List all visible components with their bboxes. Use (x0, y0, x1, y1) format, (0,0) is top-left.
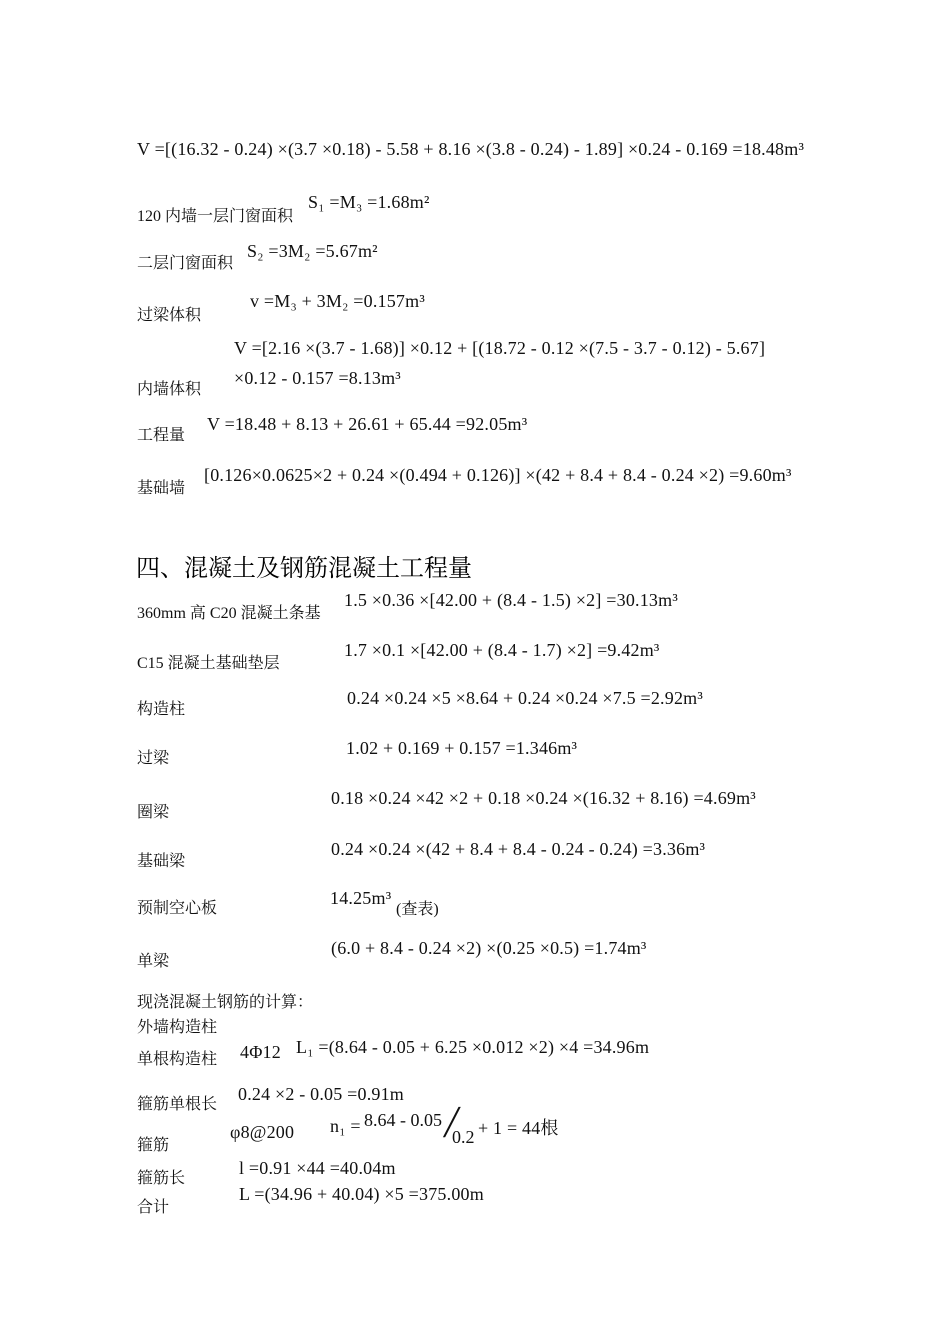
concrete-label-single-beam: 单梁 (137, 953, 170, 970)
stirrup-count-numerator: 8.64 - 0.05 (364, 1110, 442, 1130)
single-column-formula: L₁ =(8.64 - 0.05 + 6.25 ×0.012 ×2) ×4 =34.96m (296, 1037, 650, 1057)
foundation-wall-formula: [0.126×0.0625×2 + 0.24 ×(0.494 + 0.126)] ×(42 + 8.4 + 8.4 - 0.24 ×2) =9.60m³ (204, 465, 792, 485)
single-column-bar-spec: 4Φ12 (240, 1042, 281, 1062)
concrete-formula-ring-beam: 0.18 ×0.24 ×42 ×2 + 0.18 ×0.24 ×(16.32 + 8.16) =4.69m³ (331, 788, 756, 808)
floor2-opening-label: 二层门窗面积 (137, 255, 234, 272)
lintel-volume-formula: v =M₃ + 3M₂ =0.157m³ (250, 291, 425, 311)
concrete-label-strip-foundation: 360mm 高 C20 混凝土条基 (137, 605, 321, 622)
concrete-label-foundation-beam: 基础梁 (137, 853, 186, 870)
foundation-wall-label: 基础墙 (137, 480, 186, 497)
stirrup-count-denominator: 0.2 (452, 1127, 475, 1147)
rebar-title: 现浇混凝土钢筋的计算： (137, 994, 314, 1011)
concrete-formula-hollow-slab: 14.25m³ (330, 888, 392, 908)
concrete-formula-lintel: 1.02 + 0.169 + 0.157 =1.346m³ (346, 738, 578, 758)
stirrup-length-label: 箍筋单根长 (137, 1096, 218, 1113)
concrete-label-hollow-slab: 预制空心板 (137, 900, 218, 917)
quantity-label: 工程量 (137, 427, 186, 444)
outer-wall-volume-formula: V =[(16.32 - 0.24) ×(3.7 ×0.18) - 5.58 + 8.16 ×(3.8 - 0.24) - 1.89] ×0.24 - 0.169 =18.48m³ (137, 139, 805, 159)
concrete-formula-construction-column: 0.24 ×0.24 ×5 ×8.64 + 0.24 ×0.24 ×7.5 =2.92m³ (347, 688, 703, 708)
inner-wall-volume-formula-line1: V =[2.16 ×(3.7 - 1.68)] ×0.12 + [(18.72 - 0.12 ×(7.5 - 3.7 - 0.12) - 5.67] (234, 338, 766, 358)
inner-wall-floor1-formula: S₁ =M₃ =1.68m² (308, 192, 430, 212)
stirrup-length-formula: 0.24 ×2 - 0.05 =0.91m (238, 1084, 404, 1104)
concrete-label-cushion: C15 混凝土基础垫层 (137, 655, 280, 672)
quantity-formula: V =18.48 + 8.13 + 26.61 + 65.44 =92.05m³ (207, 414, 528, 434)
floor2-opening-formula: S₂ =3M₂ =5.67m² (247, 241, 378, 261)
stirrup-count-suffix: + 1 = 44根 (478, 1118, 559, 1138)
inner-wall-floor1-label: 120 内墙一层门窗面积 (137, 208, 294, 225)
concrete-formula-cushion: 1.7 ×0.1 ×[42.00 + (8.4 - 1.7) ×2] =9.42m³ (344, 640, 660, 660)
concrete-label-lintel: 过梁 (137, 750, 170, 767)
rebar-subtitle: 外墙构造柱 (137, 1019, 218, 1036)
concrete-formula-single-beam: (6.0 + 8.4 - 0.24 ×2) ×(0.25 ×0.5) =1.74m³ (331, 938, 647, 958)
fraction-slash: ╱ (444, 1108, 460, 1137)
stirrup-spec: φ8@200 (230, 1122, 295, 1142)
stirrup-count-prefix: n₁ = (330, 1116, 361, 1136)
stirrup-total-label: 箍筋长 (137, 1170, 186, 1187)
inner-wall-volume-label: 内墙体积 (137, 381, 202, 398)
sum-label: 合计 (137, 1199, 170, 1216)
concrete-label-ring-beam: 圈梁 (137, 804, 170, 821)
concrete-formula-foundation-beam: 0.24 ×0.24 ×(42 + 8.4 + 8.4 - 0.24 - 0.24) =3.36m³ (331, 839, 706, 859)
sum-formula: L =(34.96 + 40.04) ×5 =375.00m (239, 1184, 484, 1204)
stirrup-total-formula: l =0.91 ×44 =40.04m (239, 1158, 396, 1178)
inner-wall-volume-formula-line2: ×0.12 - 0.157 =8.13m³ (234, 368, 401, 388)
lintel-volume-label: 过梁体积 (137, 307, 202, 324)
concrete-formula-strip-foundation: 1.5 ×0.36 ×[42.00 + (8.4 - 1.5) ×2] =30.13m³ (344, 590, 678, 610)
section-heading: 四、混凝土及钢筋混凝土工程量 (136, 554, 472, 582)
concrete-label-construction-column: 构造柱 (137, 701, 186, 718)
single-column-label: 单根构造柱 (137, 1051, 218, 1068)
stirrup-label: 箍筋 (137, 1137, 170, 1154)
concrete-note-hollow-slab: (查表) (396, 901, 439, 918)
